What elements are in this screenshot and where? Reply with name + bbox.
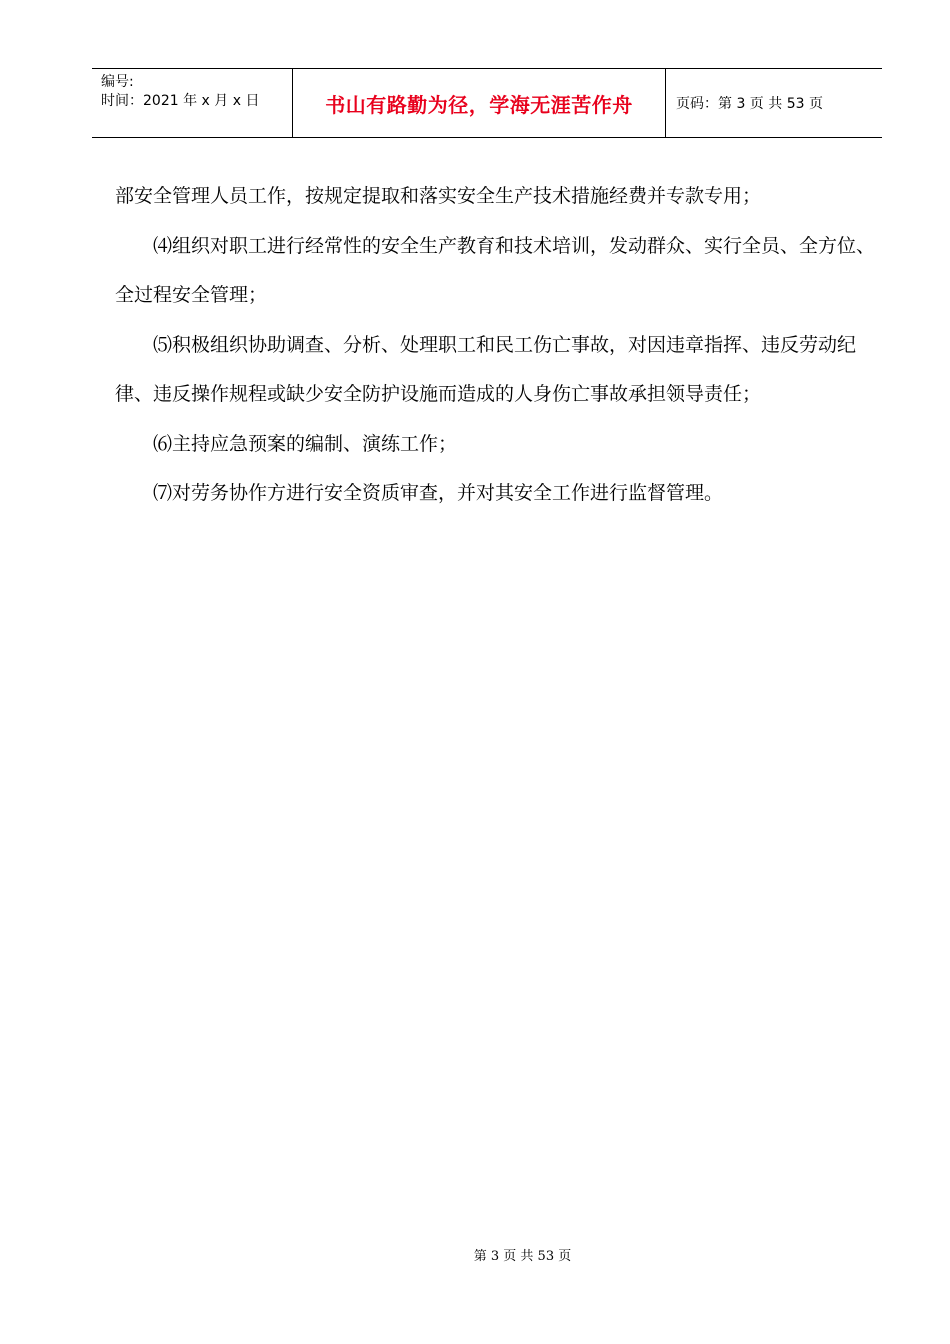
footer-page-number: 第 3 页 共 53 页: [473, 1249, 572, 1264]
header-motto: 书山有路勤为径，学海无涯苦作舟: [325, 92, 633, 117]
document-number-label: 编号:: [101, 74, 134, 90]
body-paragraph: ⑸积极组织协助调查、分析、处理职工和民工伤亡事故，对因违章指挥、违反劳动纪律、违反操作规程或缺少安全防护设施而造成的人身伤亡事故承担领导责任；: [115, 333, 857, 405]
header-page-info-cell: [666, 69, 882, 137]
page-footer: [0, 1245, 950, 1264]
body-paragraph: ⑹主持应急预案的编制、演练工作；: [153, 432, 458, 455]
header-meta: [92, 69, 293, 137]
page-header: [92, 68, 882, 138]
document-time: 时间：2021 年 x 月 x 日: [101, 93, 260, 109]
body-paragraph: ⑷组织对职工进行经常性的安全生产教育和技术培训，发动群众、实行全员、全方位、全过程安全管理；: [115, 234, 876, 306]
body-paragraph: 部安全管理人员工作，按规定提取和落实安全生产技术措施经费并专款专用；: [115, 185, 762, 207]
body-paragraph: ⑺对劳务协作方进行安全资质审查，并对其安全工作进行监督管理。: [153, 482, 724, 504]
header-motto-cell: [293, 69, 666, 137]
document-body: [115, 172, 875, 519]
header-page-info: 页码：第 3 页 共 53 页: [676, 96, 823, 112]
